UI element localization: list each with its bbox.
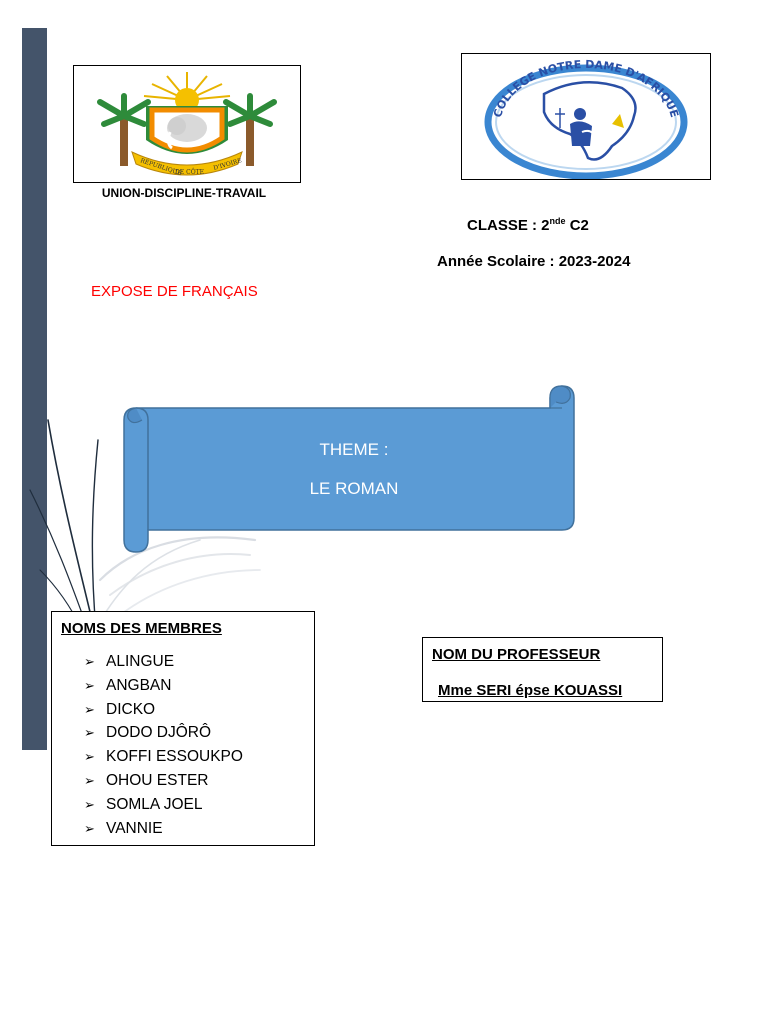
theme-scroll-banner [118,384,580,554]
expose-title: EXPOSE DE FRANÇAIS [91,283,258,300]
professor-title: NOM DU PROFESSEUR [432,646,601,663]
member-name: DICKO [106,700,156,718]
list-item [84,817,243,841]
arrow-bullet-icon: ➢ [84,725,95,741]
national-motto: UNION-DISCIPLINE-TRAVAIL [101,186,267,200]
member-list [84,650,243,840]
school-year: Année Scolaire : 2023-2024 [437,253,631,270]
class-suffix: C2 [565,217,589,234]
arrow-bullet-icon: ➢ [84,772,95,788]
svg-text:COLLEGE NOTRE DAME D'AFRIQUE: COLLEGE NOTRE DAME D'AFRIQUE [491,57,681,120]
arrow-bullet-icon: ➢ [84,654,95,669]
member-name: KOFFI ESSOUKPO [106,748,243,766]
class-label: CLASSE : 2 [467,217,550,234]
arrow-bullet-icon: ➢ [84,820,95,836]
theme-value: LE ROMAN [309,479,399,498]
list-item [84,721,243,745]
arrow-bullet-icon: ➢ [84,796,95,812]
member-name: OHOU ESTER [106,771,209,789]
arrow-bullet-icon: ➢ [84,749,95,765]
cote-divoire-coat-of-arms-icon [74,66,300,182]
list-item [84,769,243,793]
theme-label: THEME : [319,440,389,459]
arrow-bullet-icon: ➢ [84,677,95,693]
class-superscript: nde [549,216,566,226]
member-name: SOMLA JOEL [106,795,203,813]
member-name: ANGBAN [106,676,172,694]
coat-of-arms-box [73,65,301,183]
members-box [51,611,315,846]
professor-box [422,637,663,702]
members-title: NOMS DES MEMBRES [61,620,222,637]
list-item [84,793,243,817]
member-name: VANNIE [106,819,163,837]
svg-text:RÉPUBLIQUE: RÉPUBLIQUE [139,157,183,178]
school-logo-icon [462,54,710,179]
member-name: DODO DJÔRÔ [106,724,212,742]
professor-name: Mme SERI épse KOUASSI [438,682,623,699]
list-item [84,650,243,674]
arrow-bullet-icon: ➢ [84,701,95,717]
svg-text:D'IVOIRE: D'IVOIRE [212,157,243,172]
svg-text:DE CÔTE: DE CÔTE [175,169,204,176]
member-name: ALINGUE [106,653,175,670]
list-item [84,674,243,698]
class-level [467,216,589,234]
school-logo-box [461,53,711,180]
list-item [84,745,243,769]
list-item [84,698,243,722]
